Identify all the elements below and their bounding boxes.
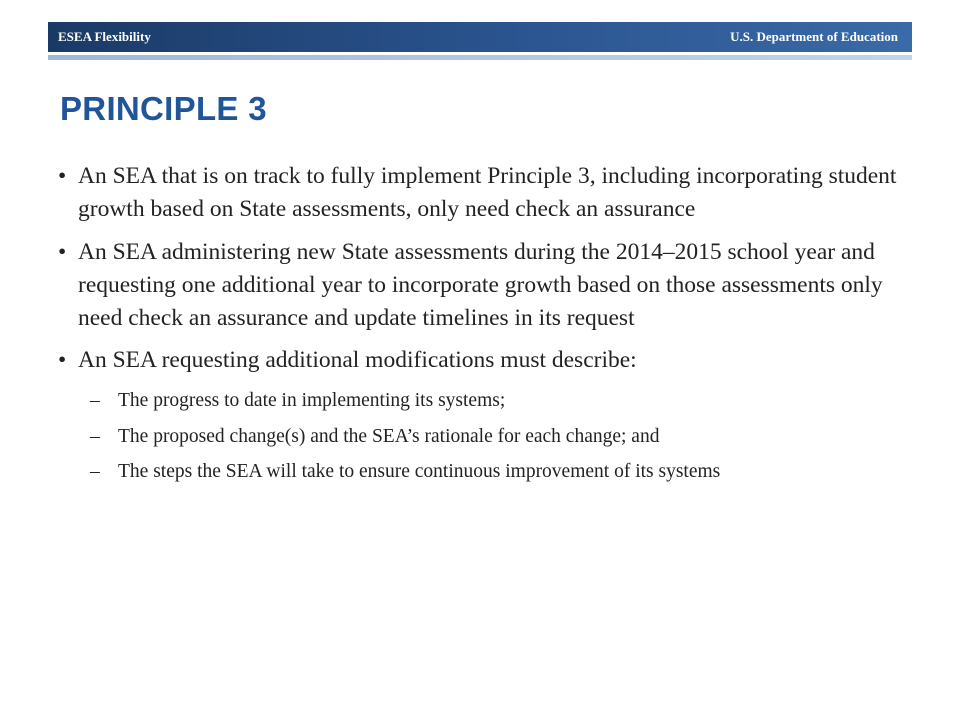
header-divider — [48, 55, 912, 60]
bullet-item — [48, 344, 928, 377]
sub-bullet-item — [48, 387, 928, 414]
dash-icon: – — [90, 425, 100, 447]
sub-bullet-item — [48, 423, 928, 450]
bullet-text: An SEA that is on track to fully implement Principle 3, including incorporating student growth based on State assessments, only need check an assurance — [78, 163, 897, 222]
bullet-icon: • — [58, 347, 67, 374]
sub-bullet-text: The progress to date in implementing its systems; — [118, 390, 506, 412]
dash-icon: – — [90, 460, 100, 482]
bullet-item — [48, 160, 928, 226]
slide-title: PRINCIPLE 3 — [60, 90, 267, 127]
sub-bullet-text: The steps the SEA will take to ensure continuous improvement of its systems — [118, 460, 721, 482]
bullet-text: An SEA requesting additional modifications must describe: — [78, 347, 637, 374]
bullet-text: An SEA administering new State assessments during the 2014–2015 school year and requesting one additional year to incorporate growth based on those assessments only need check an assurance and update timelines in its request — [78, 238, 883, 331]
header-department-label: U.S. Department of Education — [730, 29, 898, 44]
sub-bullet-item — [48, 458, 928, 485]
bullet-item — [48, 236, 928, 335]
slide-content — [48, 160, 928, 493]
header-program-label: ESEA Flexibility — [58, 29, 151, 44]
bullet-icon: • — [58, 238, 67, 265]
header-bar — [48, 22, 912, 52]
dash-icon: – — [90, 390, 100, 412]
bullet-icon: • — [58, 163, 67, 189]
sub-bullet-text: The proposed change(s) and the SEA’s rationale for each change; and — [118, 425, 660, 447]
